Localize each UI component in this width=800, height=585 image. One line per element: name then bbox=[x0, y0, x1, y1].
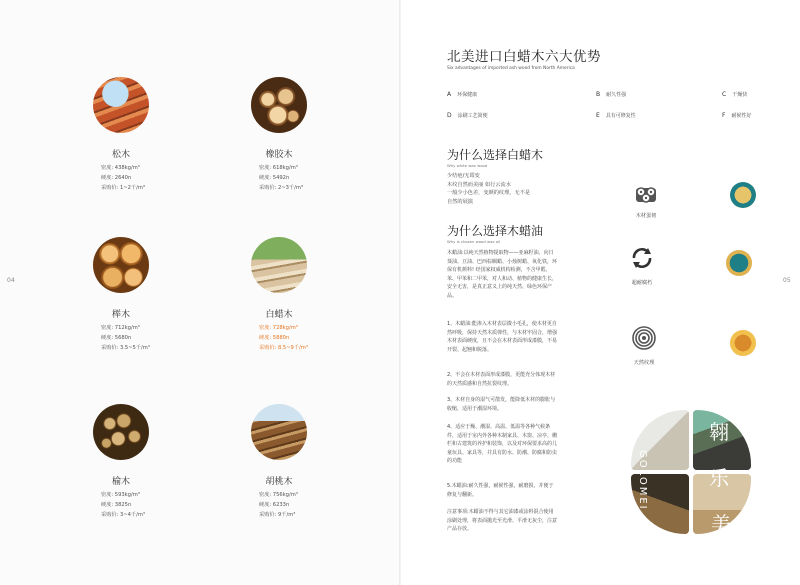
wood-card-beech bbox=[66, 237, 176, 353]
advantage-f: F 耐候性好 bbox=[722, 112, 752, 119]
wood-card-walnut bbox=[224, 404, 334, 520]
wood-name: 榉木 bbox=[111, 310, 130, 320]
wood-name: 松木 bbox=[111, 150, 130, 160]
section2-note: 注意事项:木蜡油不得与其它油漆或涂料混合使用涂刷处理，将表面抛光至光滑、平滑无灰尘，注意产品存放。 bbox=[447, 509, 558, 533]
wood-specs: 密度: 438kg/m³ 硬度: 2640n 采购价: 1~2千/m³ bbox=[101, 165, 145, 191]
spiral-icon bbox=[631, 325, 657, 351]
section2-subtitle: Why is chosen wood wax oil bbox=[447, 239, 501, 244]
beech-log-image bbox=[93, 237, 149, 293]
section2-intro: 木蜡油:以纯天然植物提取物——亚麻籽油、向日葵油、豆油、巴西棕榈蜡、小烛树蜡、氧化铁，环保有机颜料! 经国家权威机构检测，不含甲醛、苯、甲苯和二甲苯，对人和动、植物的健康生长，安全无害，是真正意义上的纯天然、绿色环保产品。 bbox=[447, 250, 558, 299]
section2-point-2: 2、不会在木材表面形成漆膜，更能充分体现木材的天然质感和自然抗裂纹理。 bbox=[447, 372, 556, 387]
advantage-b: B 耐久性强 bbox=[596, 91, 627, 98]
brand-cn-2: 乐 bbox=[709, 466, 731, 490]
feature-natural-grain: 天然纹理 bbox=[619, 325, 669, 366]
page-subtitle: Six advantages of imported ash wood from North America bbox=[447, 66, 575, 71]
wood-name: 榆木 bbox=[111, 477, 130, 487]
wood-name: 胡桃木 bbox=[265, 477, 293, 487]
advantage-e: E 具有可修复性 bbox=[596, 112, 636, 119]
section2-point-4: 4、适应于燥、潮湿、高温、低温等各种气候条件，适用于室内外各种木制家具、木窗、凉亭、栅栏和古建筑的养护和装饰，以及对环保要求高的儿童玩具、家具等，并具有防水、防潮、防腐和防虫的功能 bbox=[447, 424, 558, 465]
section1-subtitle: Why white wax wood bbox=[447, 163, 488, 168]
page-number-left: 04 bbox=[7, 277, 15, 284]
wood-card-pine bbox=[66, 77, 176, 193]
walnut-log-image bbox=[251, 404, 307, 460]
rubberwood-log-image bbox=[251, 77, 307, 133]
section2-point-1: 1、木蜡油:能渗入木材表层微小毛孔，使木材更自然呼吸，保持天然木质弹性，与木材牢固合，增强木材表面硬度，且不会在木材表面形成漆膜，不易开裂、起翘和脱落。 bbox=[447, 321, 558, 353]
wood-wax-oil-badge bbox=[726, 250, 752, 276]
wood-card-rubberwood bbox=[224, 77, 334, 193]
wood-specs: 密度: 756kg/m³ 硬度: 6233n 采购价: 9千/m³ bbox=[259, 492, 298, 518]
page-fold bbox=[399, 0, 401, 585]
elm-log-image bbox=[93, 404, 149, 460]
wood-specs: 密度: 618kg/m³ 硬度: 5492n 采购价: 2~3千/m³ bbox=[259, 165, 303, 191]
brand-collage bbox=[631, 410, 755, 542]
brand-cn-3: 美 bbox=[711, 512, 733, 536]
wood-name: 橡胶木 bbox=[265, 150, 293, 160]
advantage-a: A 环保健康 bbox=[447, 91, 478, 98]
wood-logs-icon bbox=[632, 180, 660, 204]
pine-log-image bbox=[93, 77, 149, 133]
advantage-c: C 干燥快 bbox=[722, 91, 748, 98]
wood-specs: 密度: 712kg/m³ 硬度: 5680n 采购价: 3.5~5千/m³ bbox=[101, 325, 150, 351]
feature-wood-toughness: 木材蛋韧 bbox=[621, 180, 671, 219]
section2-point-5: 5.木蜡油:耐久性强，耐候性强，耐磨损，并便于修复与翻新。 bbox=[447, 483, 554, 498]
wood-specs: 密度: 593kg/m³ 硬度: 3825n 采购价: 3~4千/m³ bbox=[101, 492, 145, 518]
brand-cn-1: 翱 bbox=[709, 420, 731, 444]
ash-log-image bbox=[251, 237, 307, 293]
craft-guarantee-badge bbox=[730, 330, 756, 356]
advantage-d: D 涂刷工艺简便 bbox=[447, 112, 488, 119]
page-title: 北美进口白蜡木六大优势 bbox=[447, 49, 601, 65]
wood-card-ash bbox=[224, 237, 334, 353]
section2-title: 为什么选择木蜡油 bbox=[447, 224, 544, 238]
section1-title: 为什么选择白蜡木 bbox=[447, 148, 544, 162]
wood-name: 白蜡木 bbox=[265, 310, 293, 320]
section2-point-3: 3、木材自身的湿气可散发，能降低木材的膨胀与收缩，适用于潮湿环境。 bbox=[447, 397, 556, 412]
feature-anti-decay: 超耐腐朽 bbox=[617, 245, 667, 286]
wood-card-elm bbox=[66, 404, 176, 520]
wood-specs: 密度: 728kg/m³ 硬度: 5880n 采购价: 8.5~9千/m³ bbox=[259, 325, 308, 351]
eco-certification-badge bbox=[730, 182, 756, 208]
section1-body: 少结疤/无霉变 木纹自然而美丽 如行云流水 一般少小色差，变颜的纹理，无不是 自然的展演 bbox=[447, 173, 531, 205]
page-number-right: 05 bbox=[783, 277, 791, 284]
cycle-icon bbox=[629, 245, 655, 271]
brand-latin: GOLOMEI bbox=[637, 450, 648, 511]
